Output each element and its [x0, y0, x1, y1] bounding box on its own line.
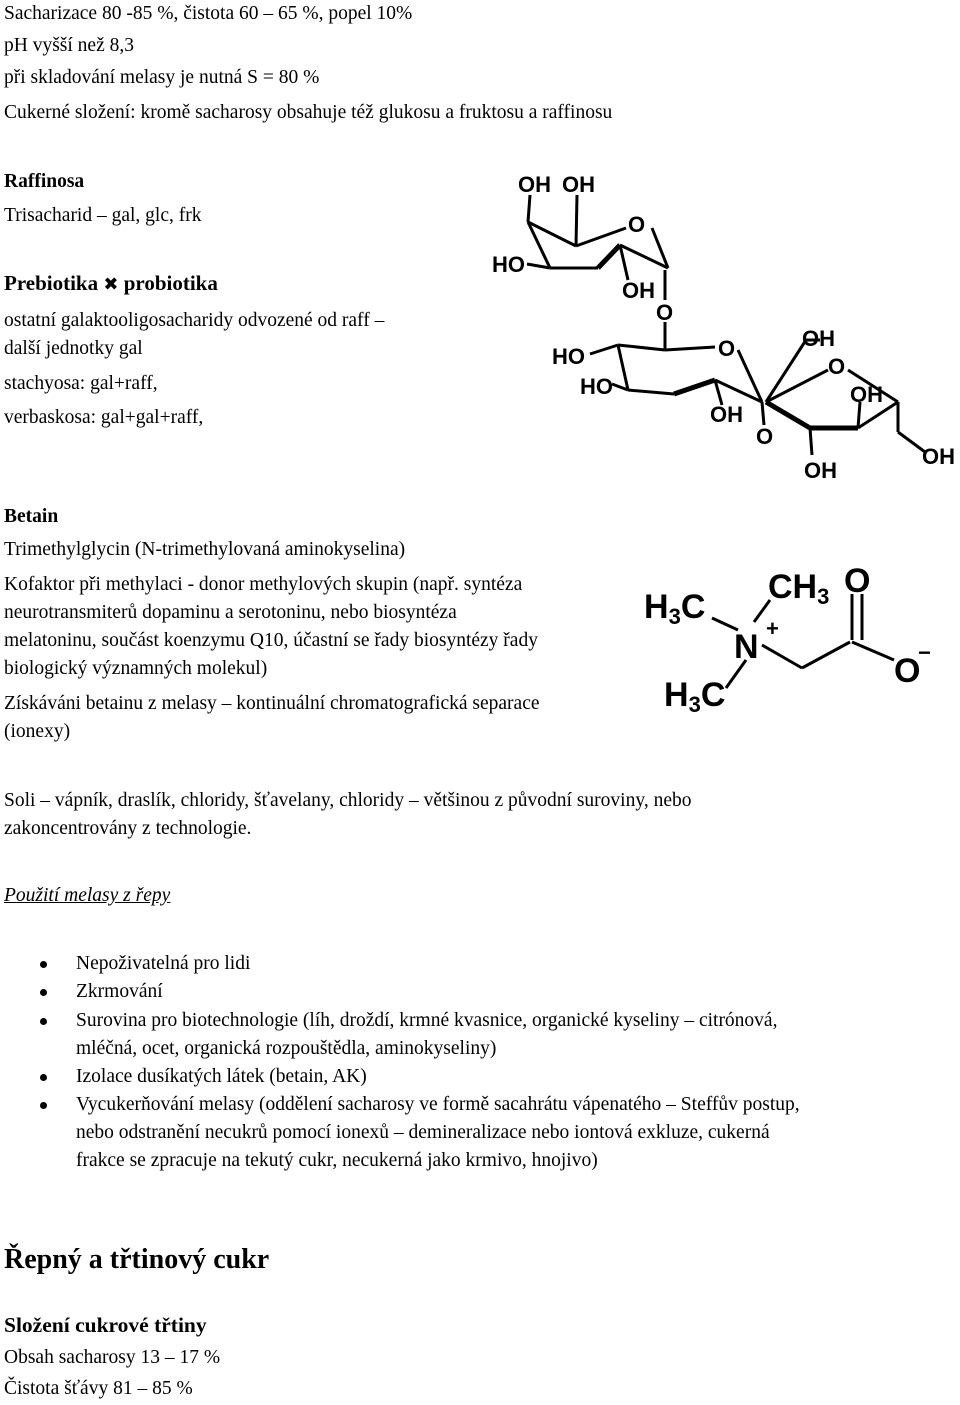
- intro-line-3: při skladování melasy je nutná S = 80 %: [4, 67, 320, 88]
- raffinose-oh-ring-2: OH: [710, 402, 743, 427]
- bullet-dot: [40, 989, 47, 996]
- betaine-h3c-top: H3C: [644, 588, 706, 629]
- soli-line-2: zakoncentrovány z technologie.: [4, 818, 252, 839]
- pouziti-item-5-line-2: nebo odstranění necukrů pomocí ionexů – demineralizace nebo iontová exkluze, cukerná: [76, 1122, 770, 1143]
- raffinosa-desc: Trisacharid – gal, glc, frk: [4, 205, 202, 226]
- raffinose-ho-ring-1: HO: [492, 252, 525, 277]
- betaine-ch3: CH3: [768, 568, 830, 609]
- raffinose-oh-top-1: OH: [518, 172, 551, 197]
- raffinose-o-ring-1: O: [628, 212, 646, 237]
- raffinose-o-link-1: O: [656, 300, 674, 325]
- betaine-o-minus: O: [894, 652, 921, 690]
- pouziti-item-1: Nepoživatelná pro lidi: [76, 953, 251, 974]
- cukr-heading: Řepný a třtinový cukr: [4, 1244, 270, 1275]
- cukr-subheading: Složení cukrové třtiny: [4, 1313, 207, 1337]
- pouziti-item-2: Zkrmování: [76, 981, 163, 1002]
- betain-para-2-line-2: (ionexy): [4, 721, 71, 742]
- pouziti-item-5-line-1: Vycukerňování melasy (oddělení sacharosy ve formě sacahrátu vápenatého – Steffův postup,: [76, 1094, 800, 1115]
- betain-para-1-line-4: biologický významných molekul): [4, 658, 268, 679]
- cross-icon: ✖: [103, 274, 119, 295]
- raffinose-oh-fru-top: OH: [802, 326, 835, 351]
- betain-para-1-line-1: Kofaktor při methylaci - donor methylových skupin (např. syntéza: [4, 574, 523, 595]
- raffinosa-title: Raffinosa: [4, 171, 85, 192]
- betaine-plus: +: [766, 616, 779, 641]
- soli-line-1: Soli – vápník, draslík, chloridy, šťavelany, chloridy – většinou z původní suroviny, nebo: [4, 790, 692, 811]
- bullet-dot: [40, 1074, 47, 1081]
- raffinose-oh-fru-bottom: OH: [804, 458, 837, 483]
- raffinose-oh-top-2: OH: [562, 172, 595, 197]
- raffinose-o-fru-ring: O: [828, 354, 846, 379]
- raffinose-structure: [485, 160, 960, 490]
- cukr-line-1: Obsah sacharosy 13 – 17 %: [4, 1347, 221, 1368]
- betaine-n: N: [734, 628, 759, 666]
- pouziti-title: Použití melasy z řepy: [4, 885, 171, 906]
- prebiotika-line-3: stachyosa: gal+raff,: [4, 373, 158, 394]
- pouziti-item-3-line-2: mléčná, ocet, organická rozpouštědla, aminokyseliny): [76, 1038, 497, 1059]
- betaine-o-top: O: [844, 562, 871, 600]
- betaine-h3c-bottom: H3C: [664, 676, 726, 717]
- prebiotika-line-1: ostatní galaktooligosacharidy odvozené od raff –: [4, 310, 385, 331]
- prebiotika-title: [4, 269, 218, 299]
- prebiotika-line-2: další jednotky gal: [4, 338, 143, 359]
- prebiotika-line-4: verbaskosa: gal+gal+raff,: [4, 407, 204, 428]
- betaine-structure: [640, 560, 940, 720]
- betain-para-2-line-1: Získáváni betainu z melasy – kontinuální chromatografická separace: [4, 693, 540, 714]
- raffinose-oh-ring-1: OH: [622, 278, 655, 303]
- bullet-dot: [40, 1102, 47, 1109]
- probiotika-label: probiotika: [123, 271, 218, 295]
- raffinose-ho-ring-2a: HO: [552, 344, 585, 369]
- raffinose-oh-fru-end: OH: [922, 444, 955, 469]
- raffinose-oh-fru-right: OH: [850, 382, 883, 407]
- intro-line-2: pH vyšší než 8,3: [4, 35, 134, 56]
- intro-line-1: Sacharizace 80 -85 %, čistota 60 – 65 %, popel 10%: [4, 3, 413, 24]
- pouziti-item-3-line-1: Surovina pro biotechnologie (líh, droždí, krmné kvasnice, organické kyseliny – citrónová,: [76, 1010, 778, 1031]
- betain-para-1-line-3: melatoninu, součást koenzymu Q10, účastní se řady biosyntézy řady: [4, 630, 538, 651]
- bullet-dot: [40, 961, 47, 968]
- pouziti-item-4: Izolace dusíkatých látek (betain, AK): [76, 1066, 367, 1087]
- betaine-minus: −: [918, 640, 931, 665]
- raffinose-o-link-2: O: [756, 424, 774, 449]
- bullet-dot: [40, 1018, 47, 1025]
- betain-line-1: Trimethylglycin (N-trimethylovaná aminokyselina): [4, 539, 406, 560]
- intro-line-4: Cukerné složení: kromě sacharosy obsahuje též glukosu a fruktosu a raffinosu: [4, 102, 613, 123]
- pouziti-item-5-line-3: frakce se zpracuje na tekutý cukr, necukerná jako krmivo, hnojivo): [76, 1150, 598, 1171]
- betain-para-1-line-2: neurotransmiterů dopaminu a serotoninu, nebo biosyntéza: [4, 602, 457, 623]
- betain-title: Betain: [4, 506, 59, 527]
- raffinose-ho-ring-2b: HO: [580, 374, 613, 399]
- prebiotika-label: Prebiotika: [4, 271, 99, 295]
- cukr-line-2: Čistota šťávy 81 – 85 %: [4, 1378, 193, 1399]
- raffinose-o-ring-2: O: [718, 336, 736, 361]
